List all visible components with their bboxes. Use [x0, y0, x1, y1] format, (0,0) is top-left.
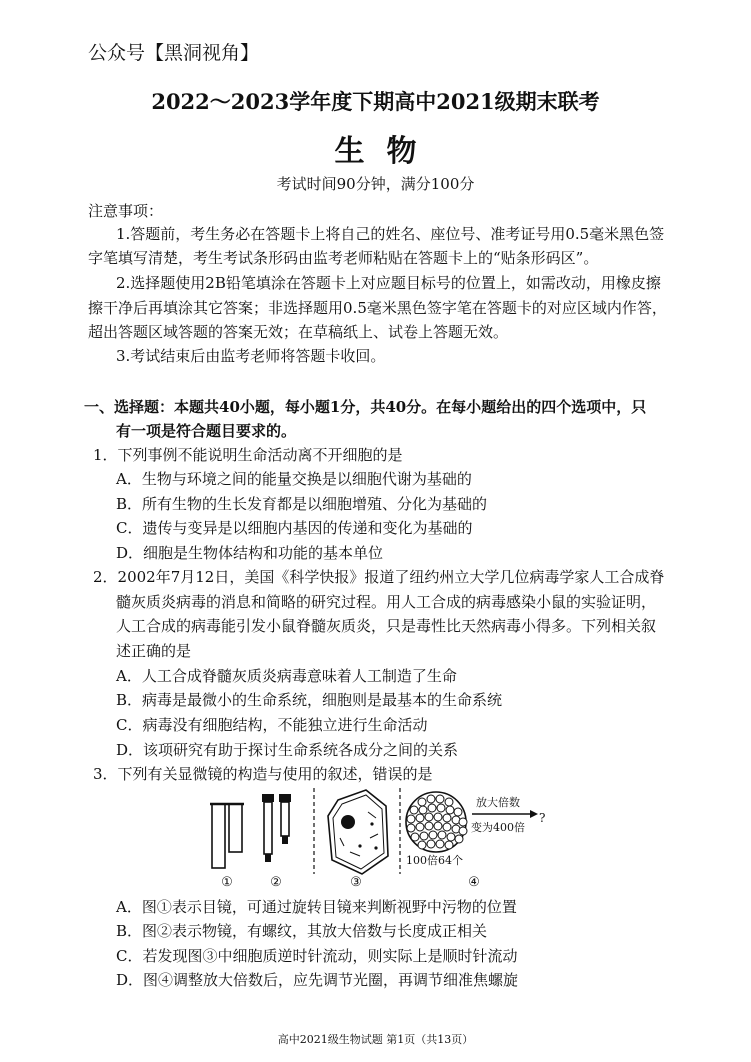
- page-footer: 高中2021级生物试题 第1页（共13页）: [277, 1033, 474, 1046]
- exam-info: 考试时间90分钟，满分100分: [276, 175, 475, 193]
- question-3-stem: 3．下列有关显微镜的构造与使用的叙述，错误的是: [93, 765, 433, 783]
- figure-label-3: ③: [350, 875, 362, 890]
- question-2-option-a: A．人工合成脊髓灰质炎病毒意味着人工制造了生命: [116, 667, 457, 685]
- question-2-stem: 述正确的是: [116, 642, 192, 660]
- notice-line: 1.答题前，考生务必在答题卡上将自己的姓名、座位号、准考证号用0.5毫米黑色签: [116, 225, 665, 243]
- question-1-option-b: B．所有生物的生长发育都是以细胞增殖、分化为基础的: [116, 495, 488, 513]
- notice-line: 字笔填写清楚，考生考试条形码由监考老师粘贴在答题卡上的“贴条形码区”。: [88, 249, 599, 267]
- field-of-view-diagram: [406, 792, 545, 867]
- section-heading-cont: 有一项是符合题目要求的。: [116, 422, 297, 440]
- exam-title: 2022～2023学年度下期高中2021级期末联考: [151, 89, 600, 114]
- objective-diagram: [262, 794, 291, 862]
- notice-line: 2.选择题使用2B铅笔填涂在答题卡上对应题目标号的位置上，如需改动，用橡皮擦: [116, 274, 661, 292]
- notice-heading: 注意事项：: [88, 202, 164, 220]
- question-3-option-c: C．若发现图③中细胞质逆时针流动，则实际上是顺时针流动: [116, 947, 518, 965]
- section-heading: 一、选择题：本题共40小题，每小题1分，共40分。在每小题给出的四个选项中，只: [84, 398, 647, 416]
- question-2-stem: 人工合成的病毒能引发小鼠脊髓灰质炎，只是毒性比天然病毒小得多。下列相关叙: [116, 617, 657, 635]
- figure-label-4: ④: [468, 875, 480, 890]
- figure-label-1: ①: [221, 875, 233, 890]
- question-2-stem: 2．2002年7月12日，美国《科学快报》报道了纽约州立大学几位病毒学家人工合成脊: [93, 568, 665, 586]
- microscope-figure: [200, 786, 560, 890]
- question-1-option-c: C．遗传与变异是以细胞内基因的传递和变化为基础的: [116, 519, 473, 537]
- cell-count-label: 100倍64个: [406, 854, 463, 867]
- question-3-option-b: B．图②表示物镜，有螺纹，其放大倍数与长度成正相关: [116, 922, 488, 940]
- notice-line: 超出答题区域答题的答案无效；在草稿纸上、试卷上答题无效。: [88, 323, 509, 341]
- question-2-option-c: C．病毒没有细胞结构，不能独立进行生命活动: [116, 716, 428, 734]
- magnification-label: 放大倍数: [476, 796, 520, 809]
- watermark: 公众号【黑洞视角】: [88, 42, 260, 64]
- question-2-option-d: D．该项研究有助于探讨生命系统各成分之间的关系: [116, 741, 459, 759]
- question-2-stem: 髓灰质炎病毒的消息和简略的研究过程。用人工合成的病毒感染小鼠的实验证明，: [116, 593, 657, 611]
- question-3-option-d: D．图④调整放大倍数后，应先调节光圈，再调节细准焦螺旋: [116, 971, 519, 989]
- question-mark: ?: [539, 811, 546, 825]
- notice-line: 3.考试结束后由监考老师将答题卡收回。: [116, 347, 386, 365]
- question-3-option-a: A．图①表示目镜，可通过旋转目镜来判断视野中污物的位置: [116, 898, 517, 916]
- plant-cell-diagram: [328, 790, 388, 874]
- question-1-option-a: A．生物与环境之间的能量交换是以细胞代谢为基础的: [116, 470, 472, 488]
- question-1-stem: 1．下列事例不能说明生命活动离不开细胞的是: [93, 446, 403, 464]
- figure-label-2: ②: [270, 875, 282, 890]
- eyepiece-diagram: [210, 804, 244, 868]
- magnification-value: 变为400倍: [471, 821, 525, 834]
- question-2-option-b: B．病毒是最微小的生命系统，细胞则是最基本的生命系统: [116, 691, 503, 709]
- question-1-option-d: D．细胞是生物体结构和功能的基本单位: [116, 544, 384, 562]
- notice-line: 擦干净后再填涂其它答案；非选择题用0.5毫米黑色签字笔在答题卡的对应区域内作答，: [88, 299, 667, 317]
- subject-title: 生物: [334, 134, 439, 169]
